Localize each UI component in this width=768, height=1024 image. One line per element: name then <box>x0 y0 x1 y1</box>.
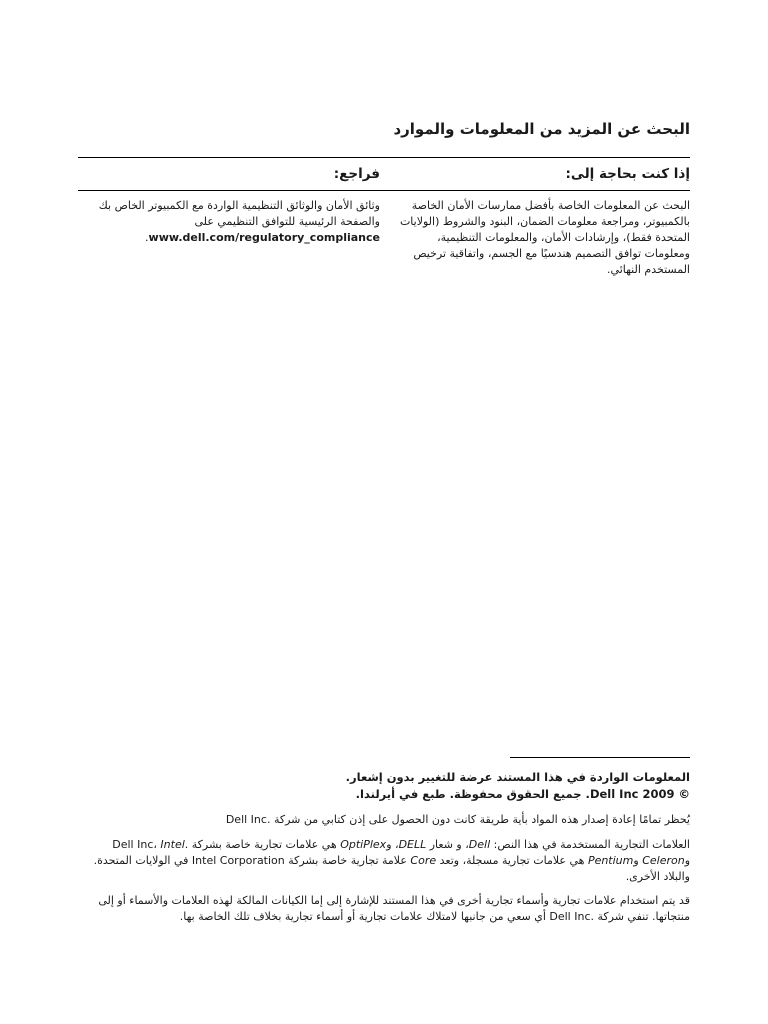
tm-intel: Intel <box>160 838 185 851</box>
tm-text-3: ، و <box>386 838 399 851</box>
tm-celeron: Celeron <box>642 854 685 867</box>
table-top-rule <box>78 157 690 158</box>
tm-text-2: ، و شعار <box>426 838 469 851</box>
tm-text-4: هي علامات تجارية خاصة بشركة .Dell Inc، <box>112 838 341 851</box>
tm-text-5: و <box>684 854 690 867</box>
table-cell-see <box>78 198 380 246</box>
tm-optiplex: OptiPlex <box>340 838 387 851</box>
reproduction-notice: يُحظر تمامًا إعادة إصدار هذه المواد بأية طريقة كانت دون الحصول على إذن كتابي من شركة .Dell Inc <box>225 813 690 826</box>
table-header-rule <box>78 190 690 191</box>
see-end: . <box>145 231 149 244</box>
see-text: وثائق الأمان والوثائق التنظيمية الواردة مع الكمبيوتر الخاص بك والصفحة الرئيسية للتوافق التنظيمي على <box>98 199 380 228</box>
change-notice: المعلومات الواردة في هذا المستند عرضة للتغيير بدون إشعار. <box>345 770 690 784</box>
regulatory-compliance-link[interactable]: www.dell.com/regulatory_compliance <box>148 231 380 244</box>
tm-text-1: العلامات التجارية المستخدمة في هذا النص: <box>490 838 690 851</box>
other-trademarks-notice: قد يتم استخدام علامات تجارية وأسماء تجارية أخرى في هذا المستند للإشارة إلى إما الكيانات المالكة لهذه العلامات والأسماء أو إلى منتجاتها. تنفي شركة .Dell Inc أي سعي من جانبها لامتلاك علامات تجارية أو أسماء تجارية بخلاف تلك الخاصة بها. <box>98 894 690 923</box>
tm-text-8: علامة تجارية خاصة بشركة Intel Corporation في الولايات المتحدة. والبلاد الأخرى. <box>93 854 690 883</box>
column-header-see: فراجع: <box>333 166 380 182</box>
column-header-need: إذا كنت بحاجة إلى: <box>565 166 690 182</box>
tm-text-6: و <box>633 854 643 867</box>
tm-text-7: هي علامات تجارية مسجلة، وتعد <box>436 854 588 867</box>
page-title: البحث عن المزيد من المعلومات والموارد <box>393 120 690 138</box>
table-cell-need: البحث عن المعلومات الخاصة بأفضل ممارسات الأمان الخاصة بالكمبيوتر، ومراجعة معلومات الضمان، البنود والشروط (الولايات المتحدة فقط)، وإرشادات الأمان، والمعلومات التنظيمية، ومعلومات توافق التصميم هندسيًا مع الجسم، واتفاقية ترخيص المستخدم النهائي. <box>399 199 690 276</box>
copyright-line: © 2009 Dell Inc. جميع الحقوق محفوظة. طبع في أيرلندا. <box>355 787 690 801</box>
trademarks-notice <box>78 837 690 885</box>
tm-pentium: Pentium <box>587 854 634 867</box>
copyright-notice <box>78 769 690 803</box>
tm-dell-logo: DELL <box>398 838 427 851</box>
footer-rule <box>510 757 690 758</box>
tm-core: Core <box>410 854 437 867</box>
tm-dell: Dell <box>468 838 491 851</box>
